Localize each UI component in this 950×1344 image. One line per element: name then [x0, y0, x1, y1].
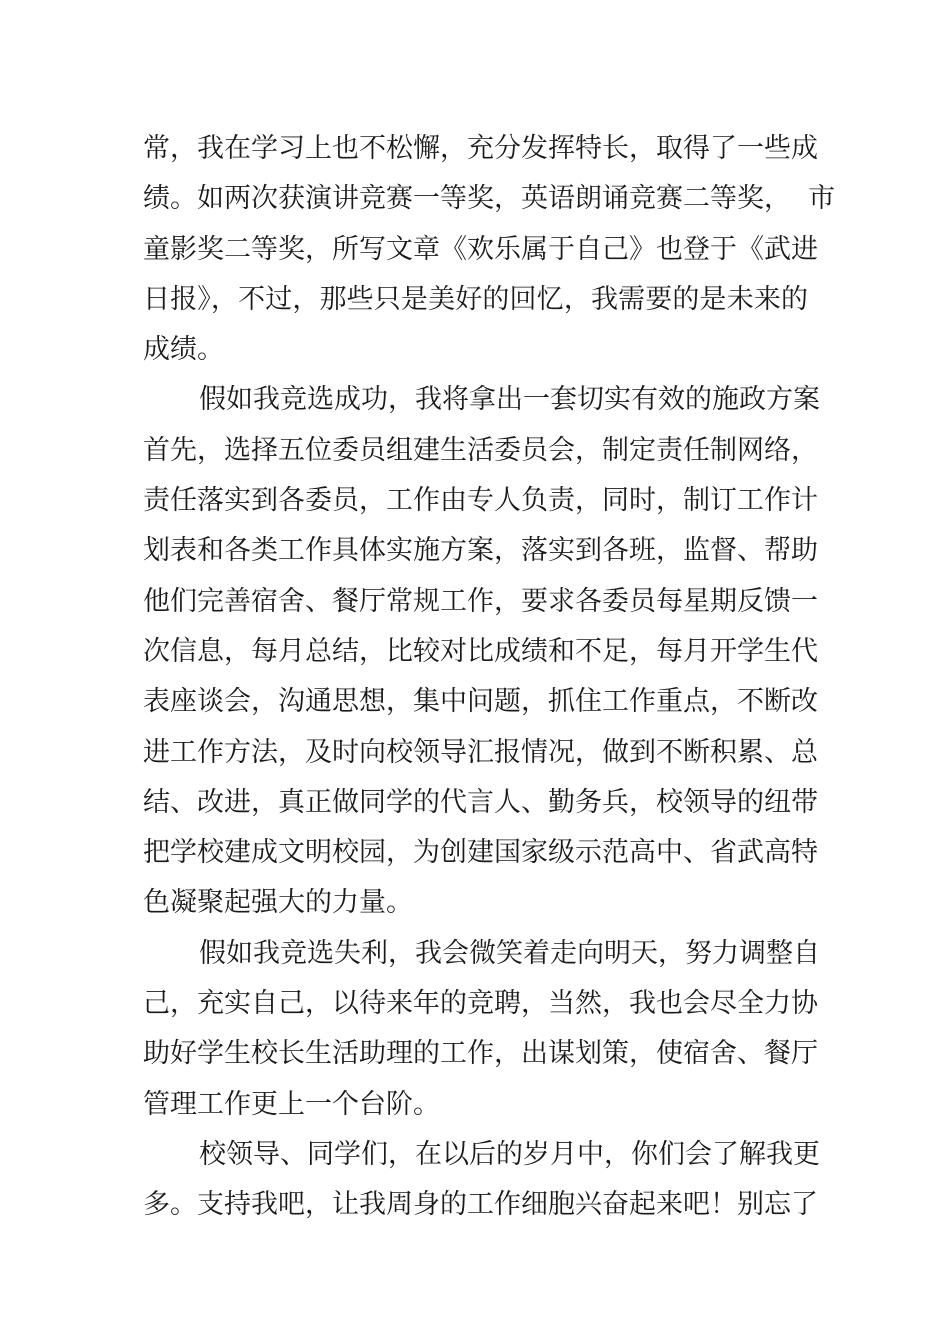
paragraph-4-line-2: 多。支持我吧，让我周身的工作细胞兴奋起来吧！别忘了 — [143, 1189, 818, 1221]
paragraph-3-line-2: 己，充实自己，以待来年的竞聘，当然，我也会尽全力协 — [143, 988, 818, 1020]
paragraph-2-line-5: 他们完善宿舍、餐厅常规工作，要求各委员每星期反馈一 — [143, 585, 818, 617]
paragraph-3-line-3: 助好学生校长生活助理的工作，出谋划策，使宿舍、餐厅 — [143, 1038, 818, 1070]
paragraph-2-line-11: 色凝聚起强大的力量。 — [143, 887, 413, 919]
paragraph-1-line-1: 常，我在学习上也不松懈，充分发挥特长，取得了一些成 — [143, 133, 818, 164]
paragraph-2-line-1: 假如我竞选成功，我将拿出一套切实有效的施政方案 — [199, 384, 820, 416]
paragraph-2-line-7: 表座谈会，沟通思想，集中问题，抓住工作重点，不断改 — [143, 686, 818, 718]
paragraph-2-line-8: 进工作方法，及时向校领导汇报情况，做到不断积累、总 — [143, 736, 818, 768]
paragraph-1-line-5: 成绩。 — [143, 334, 224, 366]
paragraph-1-line-3: 童影奖二等奖，所写文章《欢乐属于自己》也登于《武进 — [143, 233, 818, 265]
paragraph-4-line-1: 校领导、同学们，在以后的岁月中，你们会了解我更 — [199, 1138, 820, 1170]
paragraph-2-line-4: 划表和各类工作具体实施方案，落实到各班，监督、帮助 — [143, 535, 818, 567]
paragraph-2-line-10: 把学校建成文明校园，为创建国家级示范高中、省武高特 — [143, 837, 818, 869]
paragraph-2-line-9: 结、改进，真正做同学的代言人、勤务兵，校领导的纽带 — [143, 786, 818, 818]
paragraph-2-line-3: 责任落实到各委员，工作由专人负责，同时，制订工作计 — [143, 485, 818, 517]
paragraph-3-line-4: 管理工作更上一个台阶。 — [143, 1088, 440, 1120]
paragraph-3-line-1: 假如我竞选失利，我会微笑着走向明天，努力调整自 — [199, 937, 820, 969]
paragraph-2-line-6: 次信息，每月总结，比较对比成绩和不足，每月开学生代 — [143, 635, 818, 667]
paragraph-1-line-2: 绩。如两次获演讲竞赛一等奖，英语朗诵竞赛二等奖， 市 — [143, 183, 836, 215]
paragraph-1-line-4: 日报》，不过，那些只是美好的回忆，我需要的是未来的 — [143, 283, 808, 315]
document-body — [143, 124, 836, 1231]
paragraph-2-line-2: 首先，选择五位委员组建生活委员会，制定责任制网络， — [143, 434, 818, 466]
